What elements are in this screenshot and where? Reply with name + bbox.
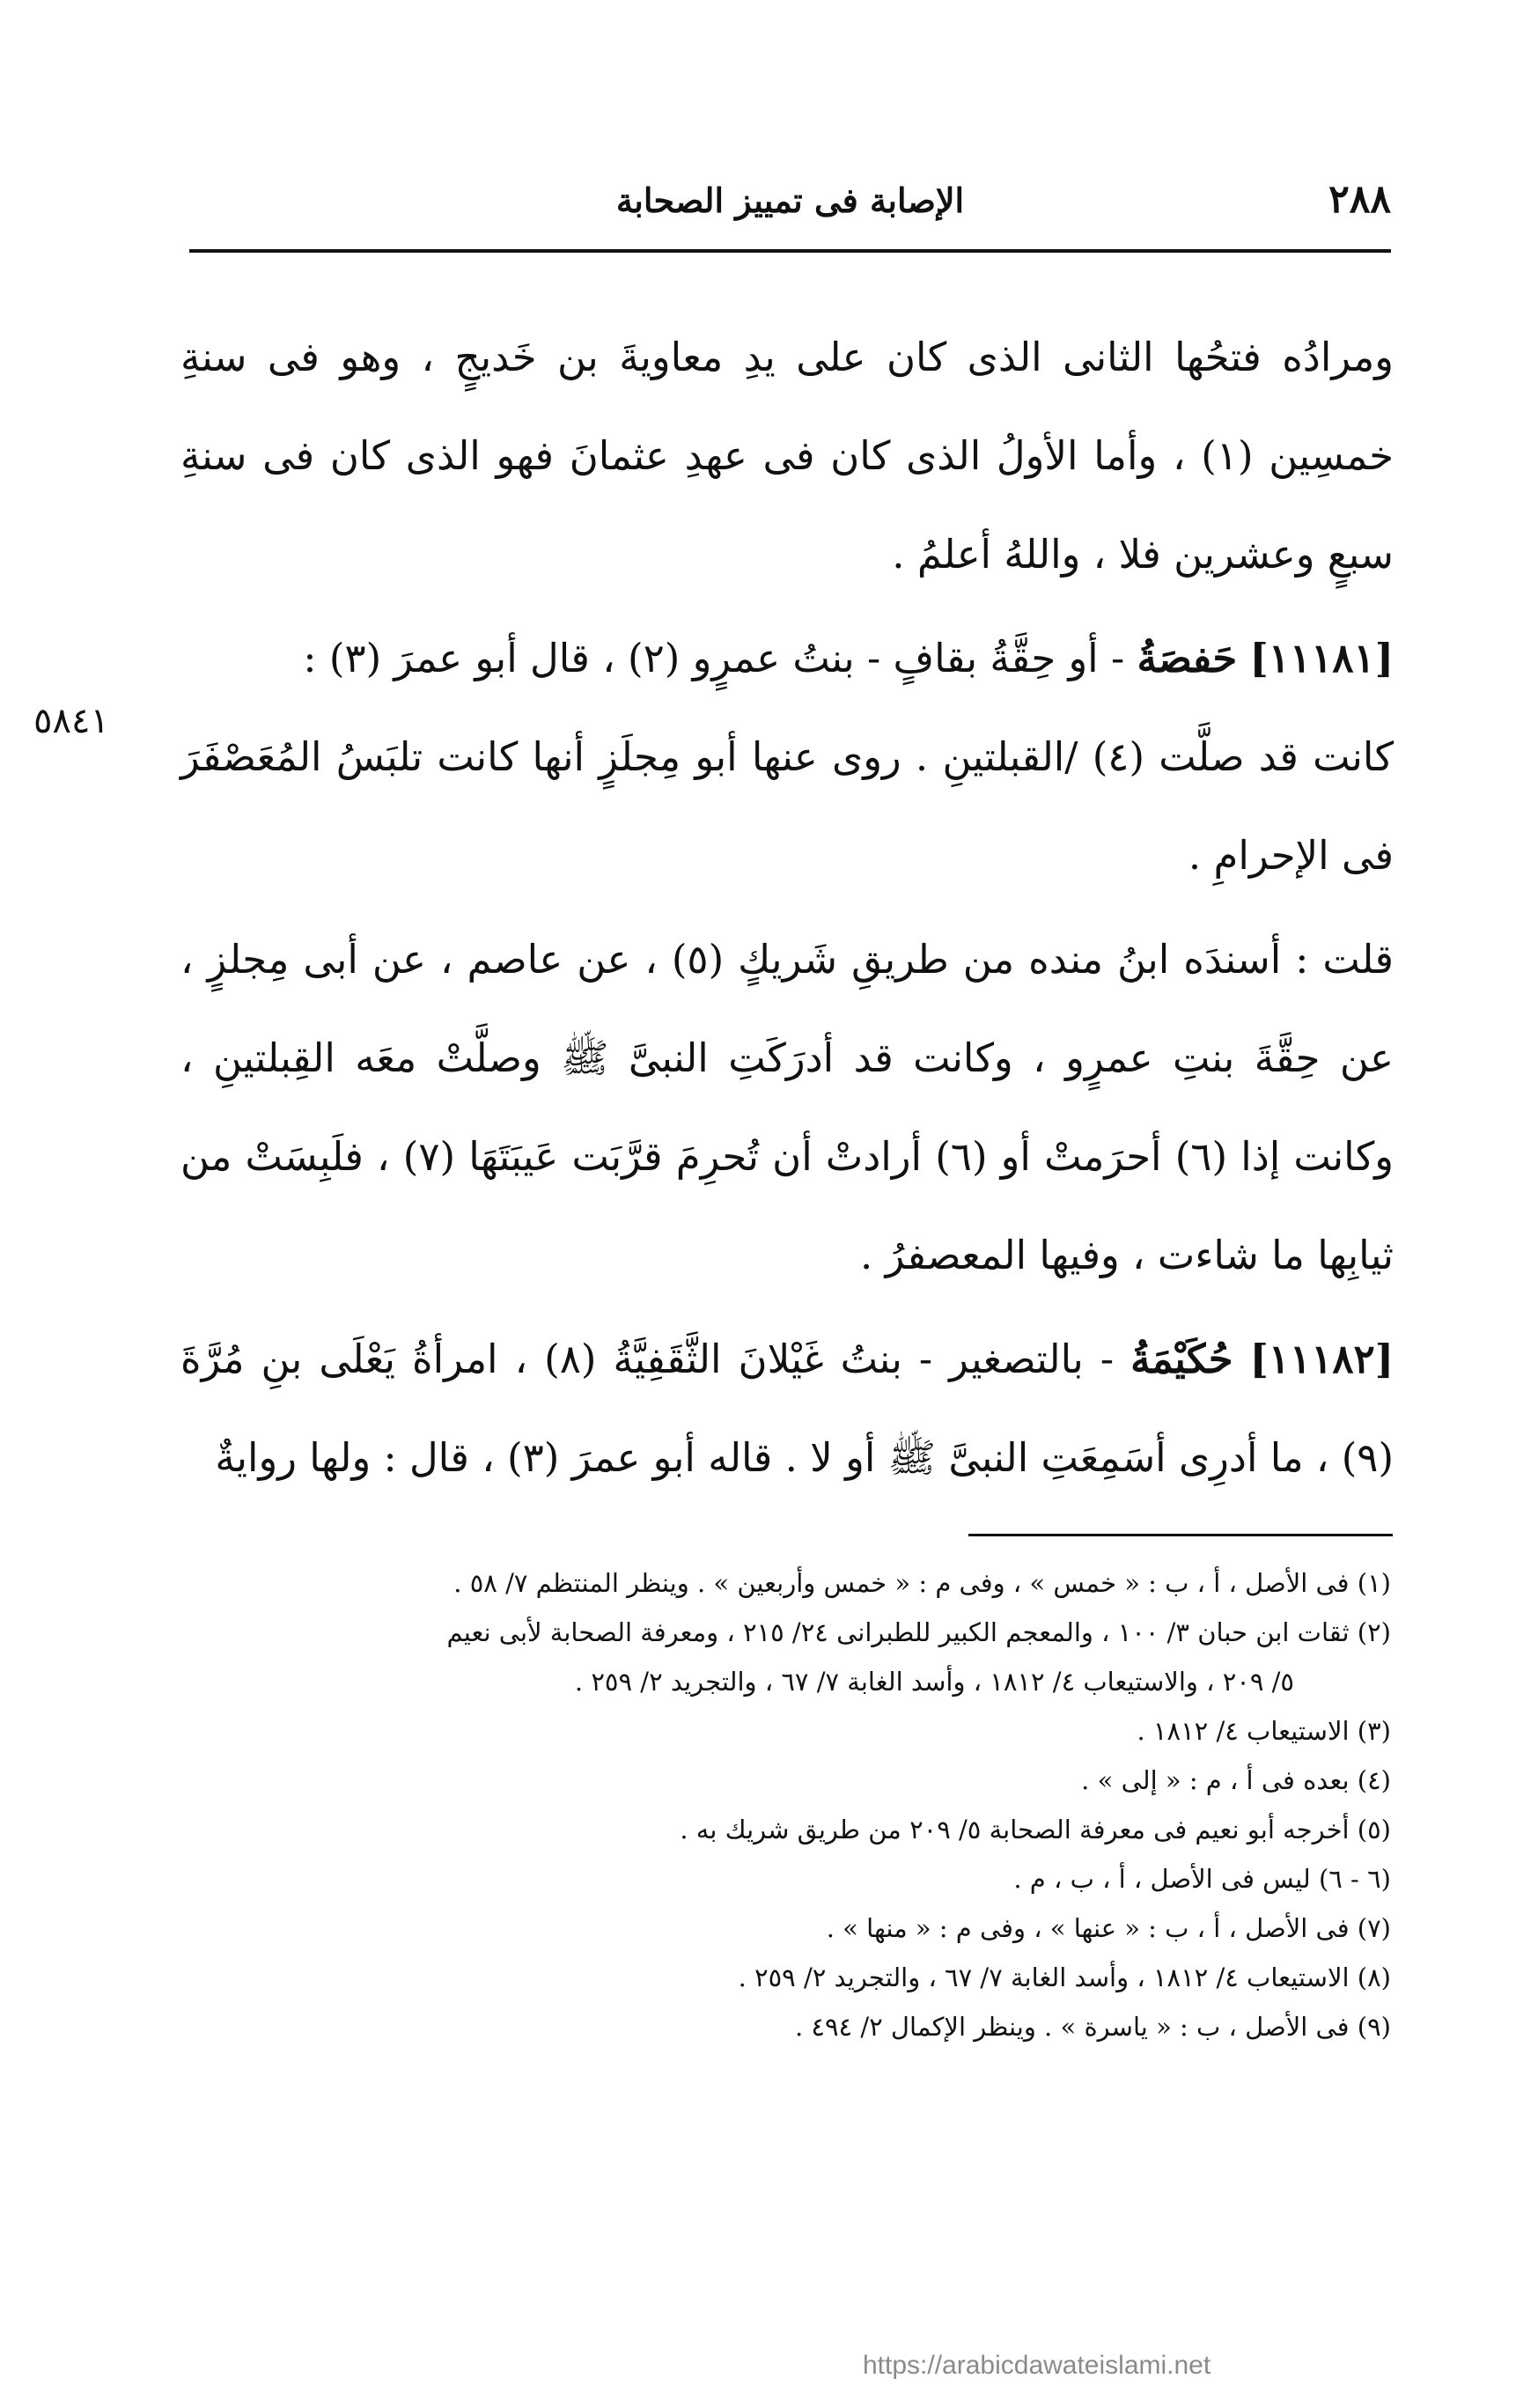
entry-11181 [180,609,1394,708]
entry-number: [١١١٨٢] [1249,1336,1395,1382]
paragraph-1: ومرادُه فتحُها الثانى الذى كان على يدِ معاويةَ بن خَديجٍ ، وهو فى سنةِ خمسِين (١) ، وأما الأولُ الذى كان فى عهدِ عثمانَ فهو الذى كان فى سنةِ سبعٍ وعشرين فلا ، واللهُ أعلمُ . [180,334,1395,578]
page-number: ٢٨٨ [1328,177,1391,222]
footnote-2-continuation: ٥/ ٢٠٩ ، والاستيعاب ٤/ ١٨١٢ ، وأسد الغابة ٧/ ٦٧ ، والتجريد ٢/ ٢٥٩ . [574,1667,1294,1697]
entry-11182 [180,1310,1394,1507]
footnote-1: (١) فى الأصل ، أ ، ب : « خمس » ، وفى م : « خمس وأربعين » . وينظر المنتظم ٧/ ٥٨ . [453,1568,1391,1598]
footnote-3: (٣) الاستيعاب ٤/ ١٨١٢ . [1137,1716,1391,1746]
footnote-5: (٥) أخرجه أبو نعيم فى معرفة الصحابة ٥/ ٢٠٩ من طريق شريك به . [680,1815,1391,1845]
paragraph-3: قلت : أسندَه ابنُ منده من طريقِ شَريكٍ (٥) ، عن عاصم ، عن أبى مِجلزٍ ، عن حِقَّةَ بنتِ عمرٍو ، وكانت قد أدرَكَتِ النبىَّ ﷺ وصلَّتْ معَه القِبلتينِ ، وكانت إذا (٦) أحرَمتْ أو (٦) أرادتْ أن تُحرِمَ قرَّبَت عَيبَتَهَا (٧) ، فلَبِسَتْ من ثيابِها ما شاءت ، وفيها المعصفرُ . [180,936,1394,1278]
footnote-7: (٧) فى الأصل ، أ ، ب : « عنها » ، وفى م : « منها » . [826,1913,1391,1943]
running-title: الإصابة فى تمييز الصحابة [615,180,965,220]
margin-reference-number: ٥٨٤١ [33,701,109,741]
footnote-9: (٩) فى الأصل ، ب : « ياسرة » . وينظر الإكمال ٢/ ٤٩٤ . [794,2012,1391,2042]
watermark-url: https://arabicdawateislami.net [863,2351,1211,2380]
footnote-2: (٢) ثقات ابن حبان ٣/ ١٠٠ ، والمعجم الكبير للطبرانى ٢٤/ ٢١٥ ، ومعرفة الصحابة لأبى نعيم [446,1617,1391,1647]
footnote-8: (٨) الاستيعاب ٤/ ١٨١٢ ، وأسد الغابة ٧/ ٦٧ ، والتجريد ٢/ ٢٥٩ . [738,1962,1391,1992]
header-divider [189,249,1391,253]
entry-text: - بالتصغير - بنتُ غَيْلانَ الثَّقَفِيَّةُ (٨) ، امرأةُ يَعْلَى بنِ مُرَّةَ (٩) ، ما أدرِى أسَمِعَتِ النبىَّ ﷺ أو لا . قاله أبو عمرَ (٣) ، قال : ولها روايةٌ [180,1336,1394,1481]
paragraph-2: كانت قد صلَّت (٤) /القبلتينِ . روى عنها أبو مِجلَزٍ أنها كانت تلبَسُ المُعَصْفَرَ فى الإحرامِ . [180,733,1394,879]
footnote-divider [968,1534,1393,1536]
page-header [189,172,1391,242]
entry-name: حَفصَةُ [1137,635,1238,681]
footnote-4: (٤) بعده فى أ ، م : « إلى » . [1081,1765,1391,1795]
main-text [180,308,1394,1507]
entry-name: حُكَيْمَةُ [1130,1336,1233,1382]
footnote-6: (٦ - ٦) ليس فى الأصل ، أ ، ب ، م . [1013,1864,1391,1894]
footnotes [189,1558,1391,2051]
entry-text: - أو حِقَّةُ بقافٍ - بنتُ عمرٍو (٢) ، قال أبو عمرَ (٣) : [303,635,1125,681]
entry-number: [١١١٨١] [1249,635,1394,681]
